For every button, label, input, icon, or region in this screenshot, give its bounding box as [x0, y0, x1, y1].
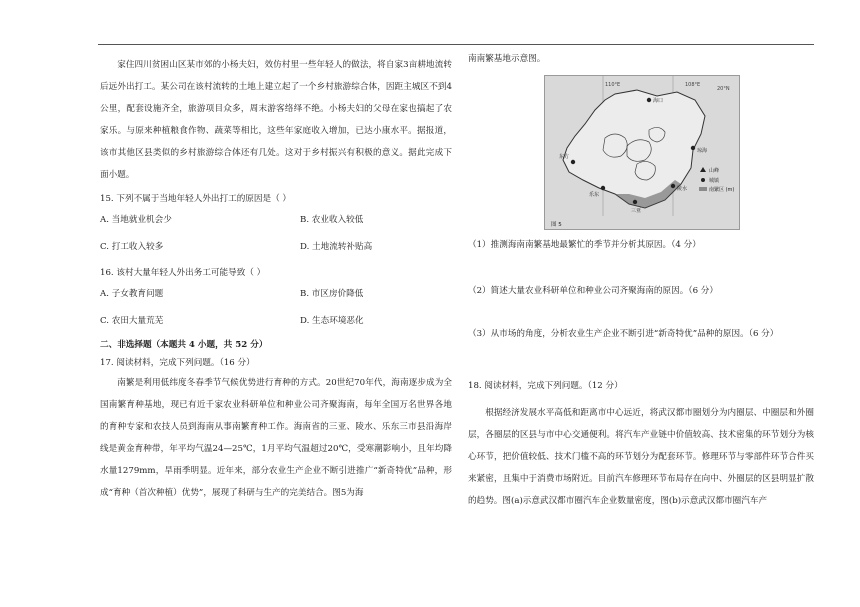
label-haikou: 海口	[653, 98, 664, 104]
q15-option-d: D. 土地流转补贴高	[300, 242, 373, 252]
section-heading: 二、非选择题（本题共 4 小题，共 52 分）	[100, 340, 268, 350]
nanfan-legend-icon	[699, 187, 707, 191]
label-ledong: 乐东	[589, 192, 600, 198]
label-lingshui: 陵水	[677, 186, 688, 192]
q16-option-b: B. 市区房价降低	[300, 289, 364, 299]
q17-sub2: （2）简述大量农业科研单位和种业公司齐聚海南的原因。（6 分）	[468, 286, 718, 296]
q15-options-2	[100, 240, 452, 254]
q17-title: 17. 阅读材料，完成下列问题。（16 分）	[100, 358, 255, 368]
town-qionghai	[691, 146, 695, 150]
figure-label: 图 5	[551, 222, 562, 228]
q16-option-c: C. 农田大量荒芜	[100, 316, 164, 326]
q17-material: 南繁是利用低纬度冬春季节气候优势进行育种的方式。20世纪70年代，海南逐步成为全国南繁育种基地，现已有近千家农业科研单位和种业公司齐聚海南，每年全国万名世界各地的育种专家和农技人员到海南从事南繁育种工作。海南省的三亚、陵水、乐东三市县沿海岸线是黄金育种带，年平均气温24—25℃，1月平均气温超过20℃，受寒潮影响小，且年均降水量1279mm，旱雨季明显。近年来，部分农业生产企业不断引进推广“新奇特优”品种，形成“育种（首次种植）优势”，展现了科研与生产的完美结合。图5为海	[100, 378, 452, 498]
q16-stem: 16. 该村大量年轻人外出务工可能导致（ ）	[100, 268, 266, 278]
mountain-legend-icon	[700, 167, 706, 172]
header-rule	[98, 44, 814, 45]
intro-paragraph: 家住四川贫困山区某市郊的小杨夫妇，效仿村里一些年轻人的做法，将自家3亩耕地流转后远外出打工。某公司在该村流转的土地上建立起了一个乡村旅游综合体，因距主城区不到4公里，配套设施齐全，旅游项目众多，周末游客络绎不绝。小杨夫妇的父母在家也搞起了农家乐。与原来种植粮食作物、蔬菜等相比，这些年家庭收入增加，已达小康水平。据报道，该市其他区县类似的乡村旅游综合体还有几处。这对于乡村振兴有积极的意义。据此完成下面小题。	[100, 60, 452, 180]
label-qionghai: 琼海	[697, 148, 708, 154]
lon-label-1: 108°E	[685, 82, 701, 88]
label-sanya: 三亚	[631, 208, 642, 214]
map-caption: 南南繁基地示意图。	[468, 54, 546, 64]
hainan-map-svg	[545, 76, 739, 229]
town-haikou	[647, 98, 651, 102]
q15-option-a: A. 当地就业机会少	[100, 215, 172, 225]
legend-nanfan: 南繁区 (m)	[709, 187, 735, 193]
q15-options	[100, 213, 452, 227]
q16-option-d: D. 生态环境恶化	[300, 316, 364, 326]
left-column	[100, 54, 452, 504]
q16-option-a: A. 子女教育问题	[100, 289, 164, 299]
hainan-map-figure	[544, 75, 740, 230]
q17-sub1: （1）推测海南南繁基地最繁忙的季节并分析其原因。（4 分）	[468, 240, 701, 250]
legend-mountain: 山峰	[709, 168, 720, 174]
q17-sub3: （3）从市场的角度，分析农业生产企业不断引进“新奇特优”品种的原因。（6 分）	[468, 329, 779, 339]
q15-stem: 15. 下列不属于当地年轻人外出打工的原因是（ ）	[100, 194, 292, 204]
town-sanya	[633, 200, 637, 204]
town-lingshui	[671, 184, 675, 188]
town-legend-icon	[701, 178, 705, 182]
legend-town: 城镇	[709, 178, 720, 184]
q16-options	[100, 287, 452, 301]
lon-label-2: 110°E	[605, 82, 621, 88]
town-ledong	[601, 186, 605, 190]
q15-option-b: B. 农业收入较低	[300, 215, 364, 225]
q18-title: 18. 阅读材料，完成下列问题。（12 分）	[468, 381, 623, 391]
q15-option-c: C. 打工收入较多	[100, 242, 164, 252]
label-dongfang: 东方	[559, 154, 570, 160]
town-dongfang	[571, 160, 575, 164]
lat-label: 20°N	[717, 86, 730, 92]
q16-options-2	[100, 314, 452, 328]
q18-material: 根据经济发展水平高低和距离市中心远近，将武汉都市圈划分为内圈层、中圈层和外圈层，各圈层的区县与市中心交通便利。将汽车产业链中价值较高、技术密集的环节划分为核心环节，把价值较低、技术门槛不高的环节划分为配套环节。修理环节与零部件环节合件买来紧密，且集中于消费市场附近。目前汽车修理环节布局存在向中、外圈层的区县明显扩散的趋势。图(a)示意武汉都市圈汽车企业数量密度，图(b)示意武汉都市圈汽车产	[468, 408, 814, 506]
